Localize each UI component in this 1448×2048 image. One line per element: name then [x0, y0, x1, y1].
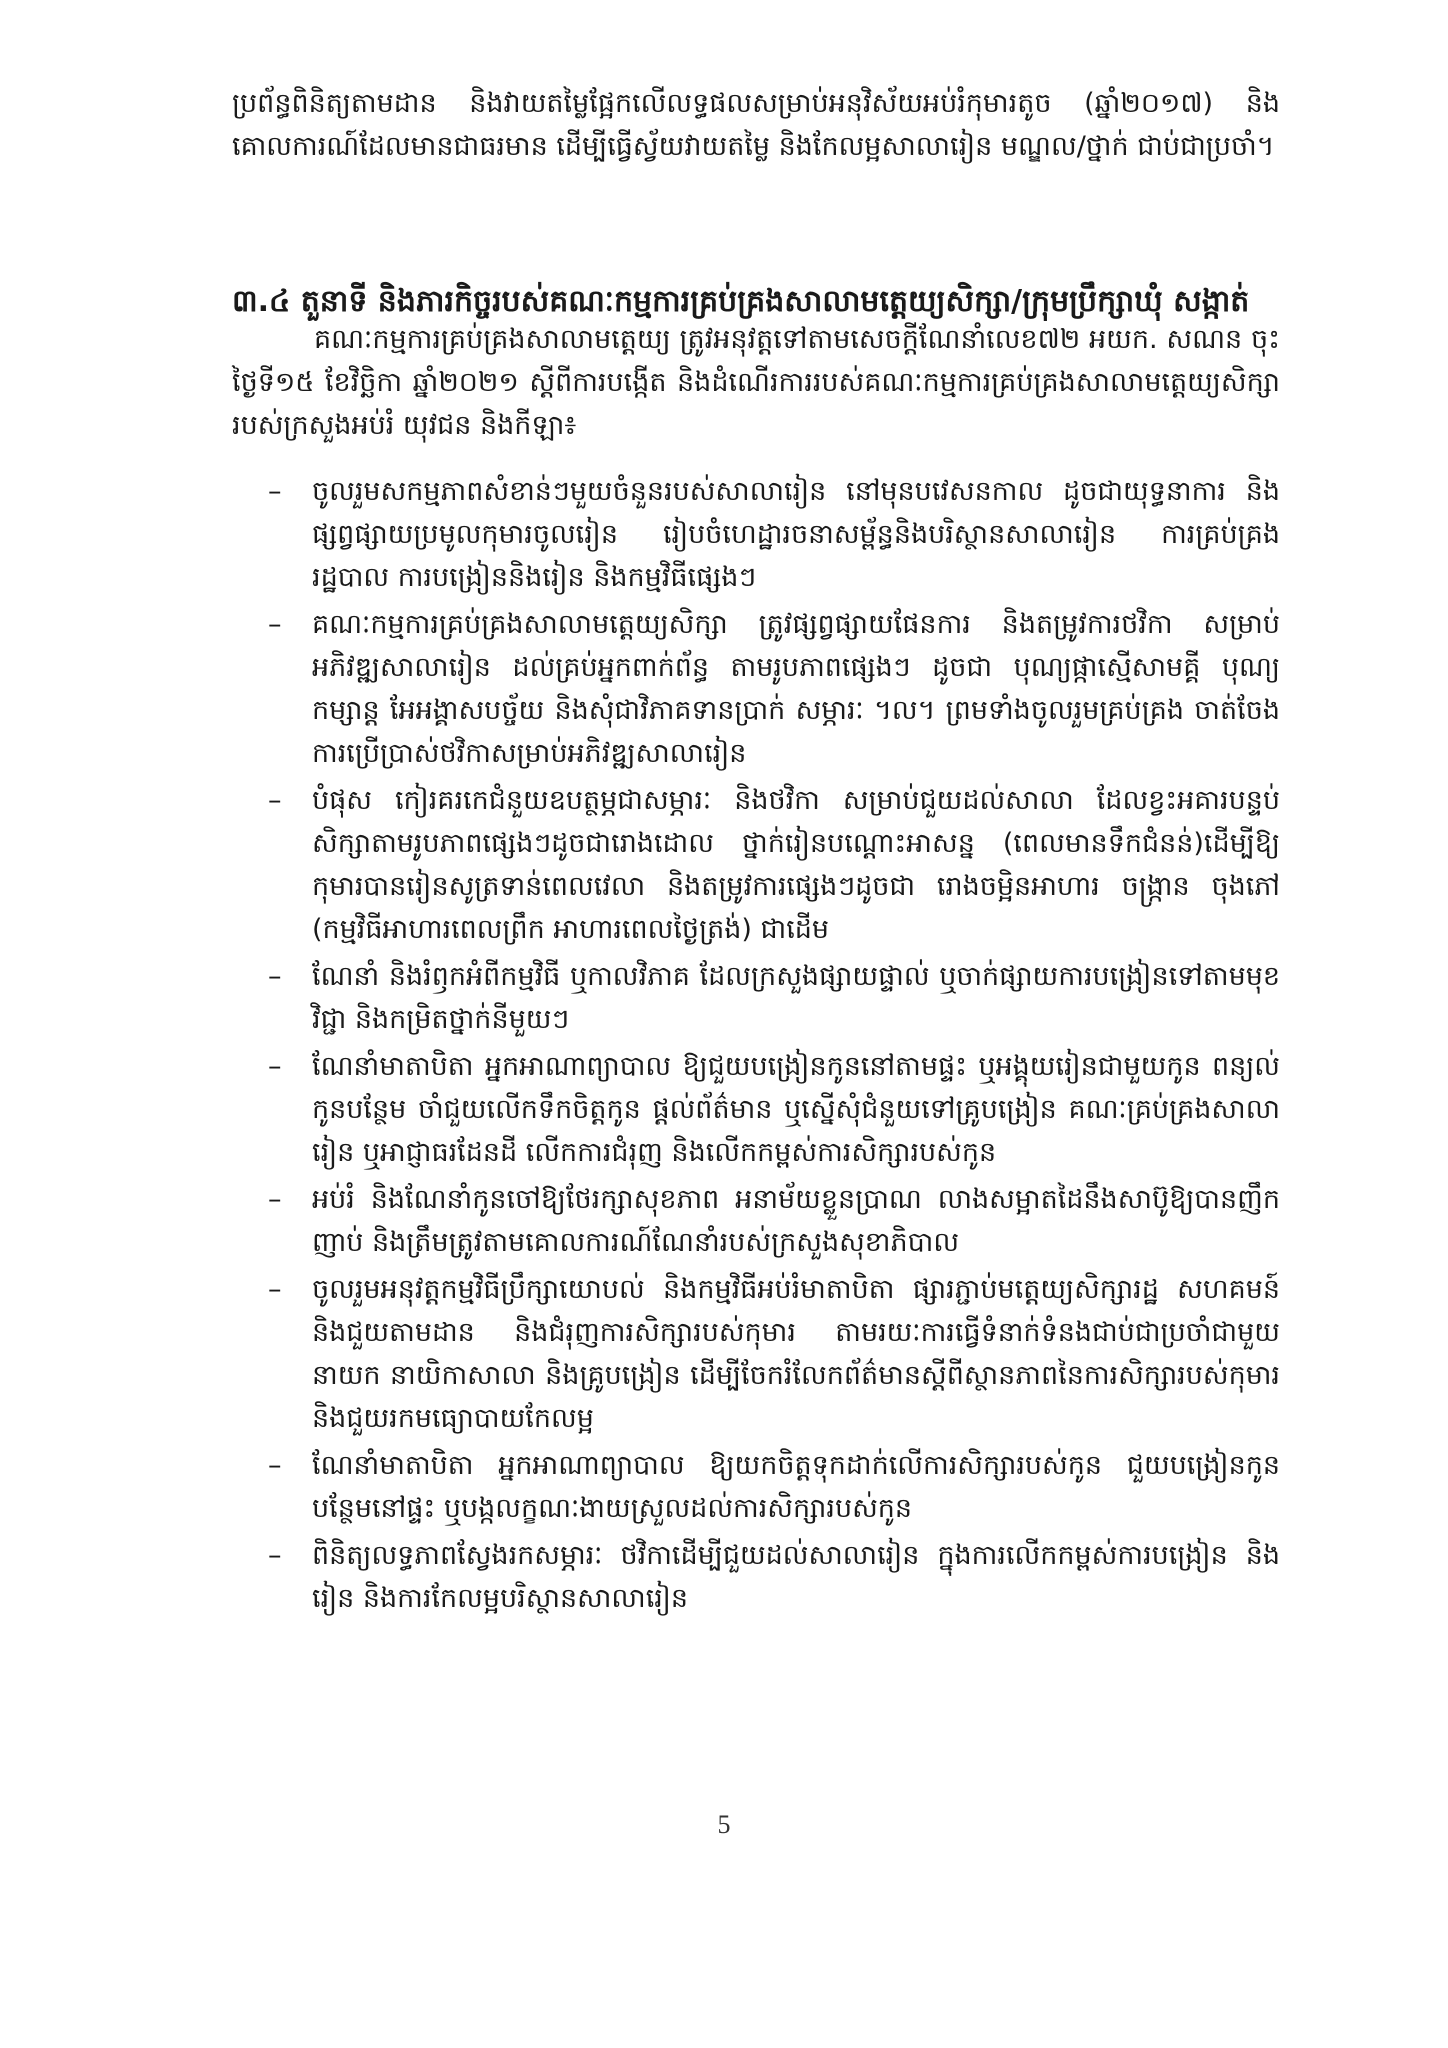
list-item [268, 1444, 1280, 1530]
list-item-text: ចូលរួមសកម្មភាពសំខាន់ៗមួយចំនួនរបស់សាលារៀន នៅមុនបវេសនកាល ដូចជាយុទ្ធនាការ និងផ្សព្វផ្សាយប្រមូលកុមារចូលរៀន រៀបចំហេដ្ឋារចនាសម្ព័ន្ធនិងបរិស្ថានសាលារៀន ការគ្រប់គ្រងរដ្ឋបាល ការបង្រៀននិងរៀន និងកម្មវិធីផ្សេងៗ [312, 476, 1280, 593]
bullet-dash: – [268, 1051, 282, 1082]
list-item [268, 1534, 1280, 1620]
list-item-text: ចូលរួមអនុវត្តកម្មវិធីប្រឹក្សាយោបល់ និងកម្មវិធីអប់រំមាតាបិតា ផ្សារភ្ជាប់មត្តេយ្យសិក្សារដ្ឋ សហគមន៍ និងជួយតាមដាន និងជំរុញការសិក្សារបស់កុមារ តាមរយៈការធ្វើទំនាក់ទំនងជាប់ជាប្រចាំជាមួយនាយក នាយិកាសាលា និងគ្រូបង្រៀន ដើម្បីចែករំលែកព័ត៌មានស្តីពីស្ថានភាពនៃការសិក្សារបស់កុមារ និងជួយរកមធ្យោបាយកែលម្អ [312, 1274, 1280, 1434]
bullet-dash: – [268, 609, 282, 640]
list-item-text: ពិនិត្យលទ្ធភាពស្វែងរកសម្ភារៈ ថវិកាដើម្បីជួយដល់សាលារៀន ក្នុងការលើកកម្ពស់ការបង្រៀន និងរៀន និងការកែលម្អបរិស្ថានសាលារៀន [312, 1540, 1280, 1614]
list-item-text: គណៈកម្មការគ្រប់គ្រងសាលាមត្តេយ្យសិក្សា ត្រូវផ្សព្វផ្សាយផែនការ និងតម្រូវការថវិកា សម្រាប់អភិវឌ្ឍសាលារៀន ដល់គ្រប់អ្នកពាក់ព័ន្ធ តាមរូបភាពផ្សេងៗ ដូចជា បុណ្យផ្កាស្មើសាមគ្គី បុណ្យកម្សាន្ត អែអង្គាសបច្ច័យ និងសុំជាវិភាគទានប្រាក់ សម្ភារៈ ។ល។ ព្រមទាំងចូលរួមគ្រប់គ្រង ចាត់ចែងការប្រើប្រាស់ថវិកាសម្រាប់អភិវឌ្ឍសាលារៀន [312, 609, 1280, 769]
list-item [268, 1268, 1280, 1440]
intro-paragraph: ប្រព័ន្ធពិនិត្យតាមដាន និងវាយតម្លៃផ្អែកលើលទ្ធផលសម្រាប់អនុវិស័យអប់រំកុមារតូច (ឆ្នាំ២០១៧) និងគោលការណ៍ដែលមានជាធរមាន ដើម្បីធ្វើស្វ័យវាយតម្លៃ និងកែលម្អសាលារៀន មណ្ឌល/ថ្នាក់ ជាប់ជាប្រចាំ។ [232, 88, 1280, 162]
section-heading: ៣.៤ តួនាទី និងភារកិច្ចរបស់គណៈកម្មការគ្រប់គ្រងសាលាមត្តេយ្យសិក្សា/ក្រុមប្រឹក្សាឃុំ សង្កាត់ [232, 284, 1250, 319]
page-number: 5 [717, 1810, 731, 1839]
bullet-dash: – [268, 785, 282, 816]
bullet-dash: – [268, 476, 282, 507]
list-item-text: ណែនាំមាតាបិតា អ្នកអាណាព្យាបាល ឱ្យយកចិត្តទុកដាក់លើការសិក្សារបស់កូន ជួយបង្រៀនកូនបន្ថែមនៅផ្ទះ ឬបង្កលក្ខណៈងាយស្រួលដល់ការសិក្សារបស់កូន [312, 1450, 1280, 1524]
bullet-dash: – [268, 1184, 282, 1215]
list-item [268, 603, 1280, 775]
list-item-text: បំផុស កៀរគរកេជំនួយឧបត្ថម្ភជាសម្ភារៈ និងថវិកា សម្រាប់ជួយដល់សាលា ដែលខ្វះអគារបន្ទប់សិក្សាតាមរូបភាពផ្សេងៗដូចជារោងដោល ថ្នាក់រៀនបណ្តោះអាសន្ន (ពេលមានទឹកជំនន់)ដើម្បីឱ្យកុមារបានរៀនសូត្រទាន់ពេលវេលា និងតម្រូវការផ្សេងៗដូចជា រោងចម្អិនអាហារ ចង្ក្រាន ចុងភៅ (កម្មវិធីអាហារពេលព្រឹក អាហារពេលថ្ងៃត្រង់) ជាដើម [312, 785, 1280, 945]
section-paragraph-text: គណៈកម្មការគ្រប់គ្រងសាលាមត្តេយ្យ ត្រូវអនុវត្តទៅតាមសេចក្តីណែនាំលេខ៧២ អយក. សណន ចុះថ្ងៃទី១៥ ខែវិច្ឆិកា ឆ្នាំ២០២១ ស្តីពីការបង្កើត និងដំណើរការរបស់គណៈកម្មការគ្រប់គ្រងសាលាមត្តេយ្យសិក្សារបស់ក្រសួងអប់រំ យុវជន និងកីឡា៖ [232, 324, 1280, 441]
bullet-list [268, 470, 1280, 1624]
list-item-text: អប់រំ និងណែនាំកូនចៅឱ្យថែរក្សាសុខភាព អនាម័យខ្លួនប្រាណ លាងសម្អាតដៃនឹងសាប៊ូឱ្យបានញឹកញាប់ និងត្រឹមត្រូវតាមគោលការណ៍ណែនាំរបស់ក្រសួងសុខាភិបាល [312, 1184, 1280, 1258]
bullet-dash: – [268, 961, 282, 992]
list-item [268, 1178, 1280, 1264]
list-item [268, 955, 1280, 1041]
list-item-text: ណែនាំមាតាបិតា អ្នកអាណាព្យាបាល ឱ្យជួយបង្រៀនកូននៅតាមផ្ទះ ឬអង្គុយរៀនជាមួយកូន ពន្យល់កូនបន្ថែម ចាំជួយលើកទឹកចិត្តកូន ផ្តល់ព័ត៌មាន ឬស្នើសុំជំនួយទៅគ្រូបង្រៀន គណៈគ្រប់គ្រងសាលារៀន ឬអាជ្ញាធរដែនដី លើកការជំរុញ និងលើកកម្ពស់ការសិក្សារបស់កូន [312, 1051, 1280, 1168]
list-item [268, 1045, 1280, 1174]
list-item-text: ណែនាំ និងរំឭកអំពីកម្មវិធី ឬកាលវិភាគ ដែលក្រសួងផ្សាយផ្ទាល់ ឬចាក់ផ្សាយការបង្រៀនទៅតាមមុខវិជ្ជា និងកម្រិតថ្នាក់នីមួយៗ [312, 961, 1280, 1035]
section-paragraph [232, 318, 1280, 447]
bullet-dash: – [268, 1540, 282, 1571]
list-item [268, 470, 1280, 599]
bullet-dash: – [268, 1274, 282, 1305]
bullet-dash: – [268, 1450, 282, 1481]
list-item [268, 779, 1280, 951]
